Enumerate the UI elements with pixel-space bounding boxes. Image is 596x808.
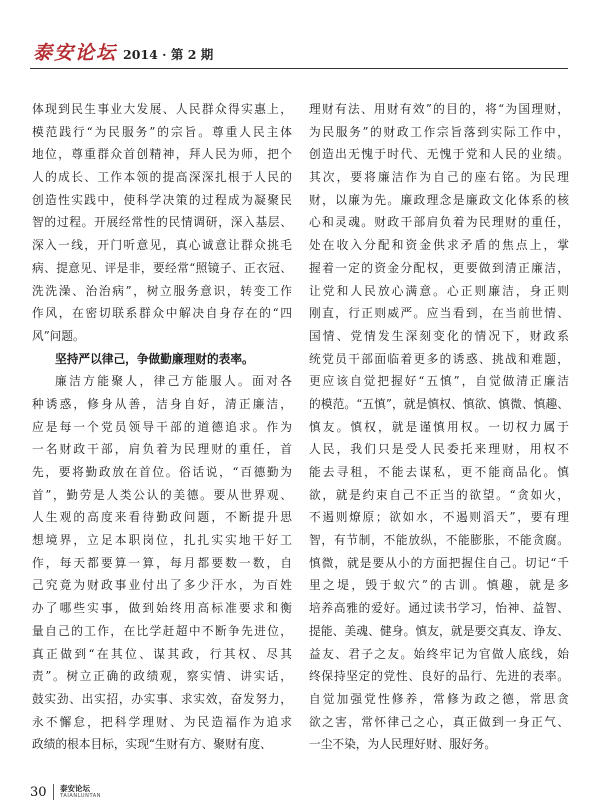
body-text-line: 一尘不染，为人民理好财、服好务。 — [309, 737, 497, 752]
body-text-line: 心和灵魂。财政干部肩负着为民理财的重任， — [309, 215, 569, 230]
body-text-line: 统党员干部面临着更多的诱惑、挑战和难题， — [309, 351, 569, 366]
body-text-line: 鼓实劲、出实招，办实事、求实效，奋发努力， — [32, 691, 292, 706]
body-text-line: 人的成长、工作本领的提高深深扎根于人民的 — [32, 170, 292, 185]
body-text-line: 应是每一个党员领导干部的道德追求。作为 — [32, 419, 292, 434]
body-text-line: 欲，就是约束自己不正当的欲望。“贪如火， — [309, 487, 569, 502]
body-text-line: 模范践行“为民服务”的宗旨。尊重人民主体 — [32, 124, 292, 139]
body-text-line: 体现到民生事业大发展、人民群众得实惠上， — [32, 102, 292, 116]
right-column — [309, 98, 569, 756]
body-text-line: 培养高雅的爱好。通过读书学习，怡神、益智、 — [309, 601, 569, 616]
body-text-line: 病、提意见、评是非，要经常“照镜子、正衣冠、 — [32, 260, 292, 275]
left-column — [32, 98, 292, 756]
body-text-line: 智的过程。开展经常性的民情调研，深入基层、 — [32, 215, 292, 230]
footer-brand-pinyin: TAIANLUNTAN — [60, 792, 102, 799]
body-text-line: 为民服务”的财政工作宗旨落到实际工作中， — [309, 124, 569, 139]
body-text-line: 风”问题。 — [32, 328, 85, 343]
body-text-line: 先，要将勤政放在首位。俗话说，“百德勤为 — [32, 465, 292, 479]
body-text-line: 慎友。慎权，就是谨慎用权。一切权力属于 — [309, 419, 569, 434]
body-text-line: 国情、党情发生深刻变化的情况下，财政系 — [309, 328, 569, 343]
body-text-line: 想境界，立足本职岗位，扎扎实实地干好工 — [32, 533, 292, 548]
page-header — [33, 38, 213, 66]
body-text-line: 更应该自觉把握好“五慎”，自觉做清正廉洁 — [309, 374, 569, 389]
body-text-line: 廉洁方能聚人，律己方能服人。面对各 — [55, 374, 292, 389]
body-text-line: 益友、君子之友。始终牢记为官做人底线，始 — [309, 646, 569, 661]
body-text-line: 智，有节制，不能放纵，不能膨胀，不能贪腐。 — [309, 533, 569, 548]
body-text-line: 欲之害，常怀律己之心，真正做到一身正气、 — [309, 714, 569, 729]
body-text-line: 首”，勤劳是人类公认的美德。要从世界观、 — [32, 487, 292, 502]
body-text-line: 握着一定的资金分配权，更要做到清正廉洁， — [309, 260, 569, 275]
body-text-line: 种诱惑，修身从善，洁身自好，清正廉洁， — [32, 396, 292, 411]
body-text-line: 财，以廉为先。廉政理念是廉政文化体系的核 — [309, 192, 569, 207]
body-text-line: 人民，我们只是受人民委托来理财，用权不 — [309, 442, 569, 457]
body-text-line: 里之堤，毁于蚁穴”的古训。慎趣，就是多 — [309, 578, 569, 593]
body-text-line: 自觉加强党性修养，常修为政之德，常思贪 — [309, 691, 569, 706]
body-text-line: 提能、美魂、健身。慎友，就是要交真友、诤友、 — [309, 623, 569, 638]
body-text-line: 刚直，行正则威严。应当看到，在当前世情、 — [309, 306, 569, 321]
body-text-line: 终保持坚定的党性、良好的品行、先进的表率。 — [309, 669, 569, 684]
footer-divider — [53, 784, 55, 800]
footer-brand-name: 泰安论坛 — [60, 784, 91, 794]
body-text-line: 地位，尊重群众首创精神，拜人民为师，把个 — [32, 147, 292, 162]
page-footer — [30, 784, 101, 800]
body-text-line: 永不懈怠，把科学理财、为民造福作为追求 — [32, 714, 292, 729]
body-text-line: 办了哪些实事，做到始终用高标准要求和衡 — [32, 601, 292, 616]
header-divider — [30, 68, 568, 69]
footer-brand — [60, 785, 101, 799]
body-text-line: 能去寻租，不能去谋私，更不能商品化。慎 — [309, 465, 569, 479]
body-text-line: 一名财政干部，肩负着为民理财的重任，首 — [32, 442, 292, 457]
body-text-line: 洗洗澡、治治病”，树立服务意识，转变工作 — [32, 283, 292, 298]
body-text-line: 真正做到“在其位、谋其政，行其权、尽其 — [32, 646, 292, 661]
body-text-line: 其次，要将廉洁作为自己的座右铭。为民理 — [309, 170, 569, 185]
body-text-line: 深入一线，开门听意见，真心诚意让群众挑毛 — [32, 238, 292, 253]
body-text-line: 责”。树立正确的政绩观，察实情、讲实话， — [32, 669, 292, 684]
body-text-line: 处在收入分配和资金供求矛盾的焦点上，掌 — [309, 238, 569, 253]
body-text-line: 慎微，就是要从小的方面把握住自己。切记“千 — [309, 555, 569, 570]
body-text-line: 量自己的工作，在比学赶超中不断争先进位， — [32, 623, 292, 638]
journal-name: 泰安论坛 — [33, 42, 118, 64]
body-text-line: 不遏则燎原；欲如水，不遏则滔天”，要有理 — [309, 510, 569, 525]
body-text-line: 的模范。“五慎”，就是慎权、慎欲、慎微、慎趣、 — [309, 396, 569, 411]
body-text-line: 己究竟为财政事业付出了多少汗水，为百姓 — [32, 578, 292, 593]
section-subheading: 坚持严以律己，争做勤廉理财的表率。 — [55, 351, 254, 366]
body-text-line: 让党和人民放心满意。心正则廉洁，身正则 — [309, 283, 569, 298]
body-text-line: 政绩的根本目标，实现“生财有方、聚财有度、 — [32, 737, 272, 752]
body-text-line: 人生观的高度来看待勤政问题，不断提升思 — [32, 510, 292, 525]
body-text-line: 理财有法、用财有效”的目的，将“为国理财， — [309, 102, 569, 116]
body-text-line: 作风，在密切联系群众中解决自身存在的“四 — [32, 306, 292, 321]
body-text-line: 创造出无愧于时代、无愧于党和人民的业绩。 — [309, 147, 569, 162]
page-number: 30 — [30, 784, 47, 800]
issue-label: 2014 · 第 2 期 — [123, 47, 214, 62]
body-text-line: 创造性实践中，使科学决策的过程成为凝聚民 — [32, 192, 292, 207]
body-text-line: 作，每天都要算一算，每月都要数一数，自 — [32, 555, 292, 570]
